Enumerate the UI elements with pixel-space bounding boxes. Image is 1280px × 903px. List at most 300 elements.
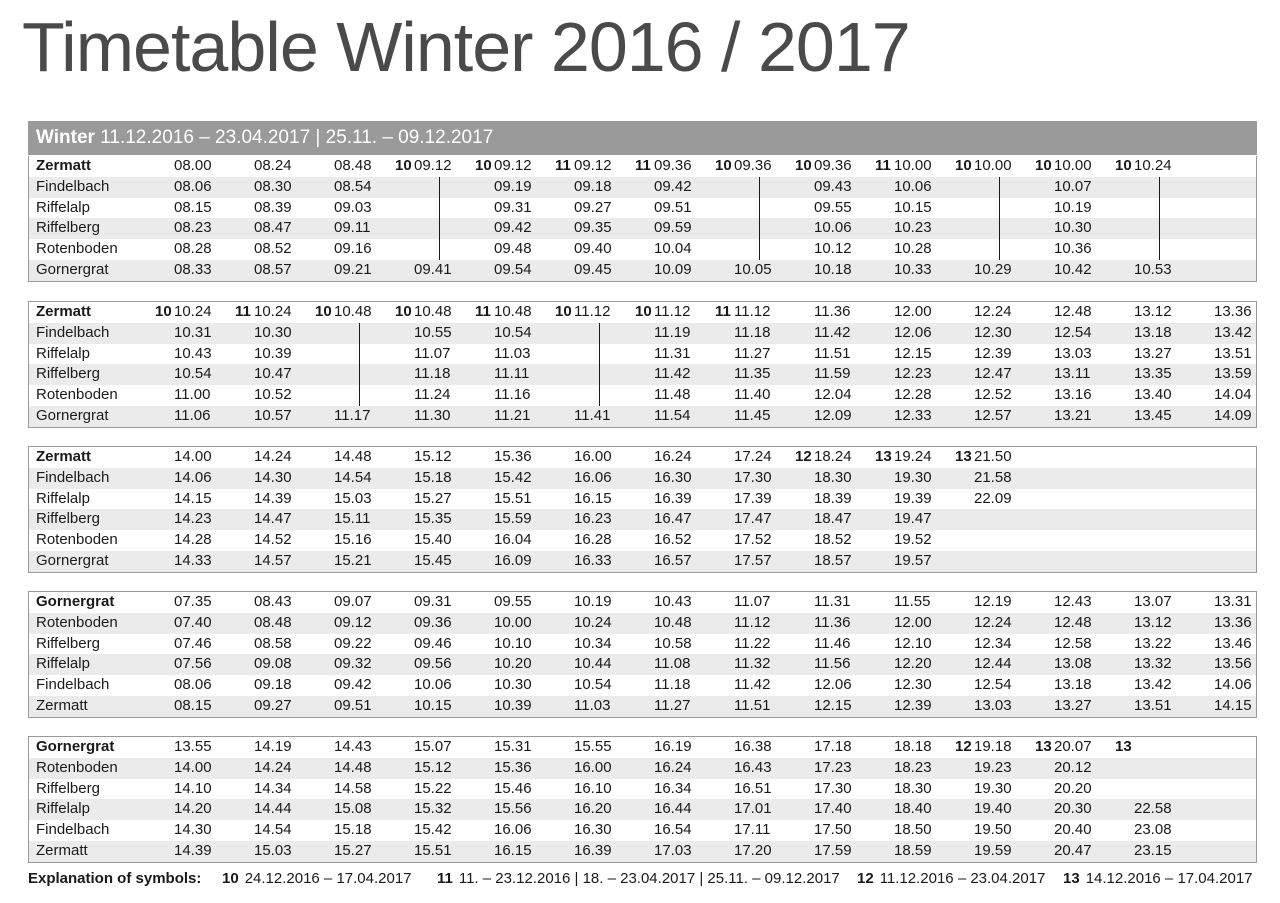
time-cell bbox=[235, 385, 315, 406]
departure-time: 11.21 bbox=[494, 406, 531, 424]
time-cell bbox=[475, 613, 555, 634]
departure-time: 14.10 bbox=[174, 779, 212, 797]
time-cell bbox=[555, 239, 635, 260]
time-cell bbox=[875, 364, 955, 385]
time-cell bbox=[795, 364, 875, 385]
departure-time: 10.48 bbox=[494, 303, 532, 320]
time-cell bbox=[1195, 344, 1275, 365]
departure-time: 11.12 bbox=[734, 303, 771, 320]
departure-time: 09.48 bbox=[494, 240, 532, 258]
departure-time: 16.44 bbox=[654, 800, 692, 818]
departure-time: 16.00 bbox=[574, 448, 612, 465]
time-cell bbox=[635, 239, 715, 260]
time-cell bbox=[155, 489, 235, 510]
departure-time: 09.35 bbox=[574, 219, 612, 237]
departure-time: 09.07 bbox=[334, 593, 372, 610]
time-cell bbox=[395, 302, 475, 323]
time-cell bbox=[875, 302, 955, 323]
time-cell bbox=[1115, 385, 1195, 406]
time-cell bbox=[555, 841, 635, 862]
departure-time: 17.47 bbox=[734, 510, 772, 528]
departure-time: 12.48 bbox=[1054, 303, 1092, 320]
time-cell bbox=[1115, 323, 1195, 344]
time-cell bbox=[315, 551, 395, 572]
departure-time: 07.40 bbox=[174, 613, 212, 631]
departure-time: 08.48 bbox=[254, 613, 292, 631]
departure-time: 18.59 bbox=[894, 841, 932, 859]
departure-time: 10.12 bbox=[814, 240, 852, 258]
departure-time: 10.00 bbox=[494, 613, 532, 631]
departure-time: 11.03 bbox=[574, 696, 611, 714]
departure-time: 10.30 bbox=[1054, 219, 1092, 237]
departure-time: 19.40 bbox=[974, 800, 1012, 818]
table-row bbox=[29, 634, 1256, 655]
departure-time: 16.54 bbox=[654, 821, 692, 839]
station-name: Riffelalp bbox=[36, 344, 90, 362]
departure-time: 11.45 bbox=[734, 406, 771, 424]
departure-time: 13.07 bbox=[1134, 593, 1172, 610]
table-row bbox=[29, 468, 1256, 489]
table-row bbox=[29, 260, 1256, 281]
departure-time: 18.30 bbox=[814, 468, 852, 486]
departure-time: 09.19 bbox=[494, 177, 532, 195]
departure-time: 16.52 bbox=[654, 531, 692, 549]
station-name: Findelbach bbox=[36, 323, 110, 341]
time-cell bbox=[795, 551, 875, 572]
symbol-marker: 10 bbox=[475, 157, 492, 174]
time-cell bbox=[1195, 218, 1275, 239]
departure-time: 10.18 bbox=[814, 260, 852, 278]
time-cell bbox=[715, 198, 795, 219]
departure-time: 15.36 bbox=[494, 448, 532, 465]
table-row bbox=[29, 239, 1256, 260]
time-cell bbox=[1115, 820, 1195, 841]
departure-time: 13.56 bbox=[1214, 655, 1252, 673]
time-cell bbox=[635, 385, 715, 406]
departure-time: 09.12 bbox=[574, 157, 612, 174]
departure-time: 16.38 bbox=[734, 738, 772, 755]
time-cell bbox=[1195, 260, 1275, 281]
departure-time: 15.18 bbox=[414, 468, 452, 486]
time-cell bbox=[235, 696, 315, 717]
time-cell bbox=[315, 302, 395, 323]
departure-time: 12.23 bbox=[894, 365, 932, 383]
table-row bbox=[29, 799, 1256, 820]
departure-time: 13.40 bbox=[1134, 386, 1172, 404]
time-cell bbox=[635, 634, 715, 655]
departure-time: 16.19 bbox=[654, 738, 692, 755]
time-cell bbox=[1115, 758, 1195, 779]
departure-time: 15.07 bbox=[414, 738, 452, 755]
departure-time: 14.58 bbox=[334, 779, 372, 797]
symbol-marker: 11 bbox=[635, 157, 651, 174]
time-cell bbox=[155, 385, 235, 406]
time-cell bbox=[955, 654, 1035, 675]
departure-time: 15.18 bbox=[334, 821, 372, 839]
time-cell bbox=[315, 841, 395, 862]
departure-time: 11.42 bbox=[654, 365, 691, 383]
time-cell bbox=[395, 779, 475, 800]
time-cell bbox=[1195, 406, 1275, 427]
time-cell bbox=[715, 654, 795, 675]
table-row bbox=[29, 489, 1256, 510]
station-name: Riffelberg bbox=[36, 634, 100, 652]
station-name: Riffelalp bbox=[36, 800, 90, 818]
time-cell bbox=[475, 592, 555, 613]
time-cell bbox=[795, 613, 875, 634]
time-cell bbox=[955, 302, 1035, 323]
time-cell bbox=[555, 799, 635, 820]
departure-time: 12.39 bbox=[894, 696, 932, 714]
departure-time: 10.33 bbox=[894, 260, 932, 278]
time-cell bbox=[555, 551, 635, 572]
time-cell bbox=[235, 198, 315, 219]
departure-time: 10.09 bbox=[654, 260, 692, 278]
time-cell bbox=[395, 592, 475, 613]
time-cell bbox=[955, 406, 1035, 427]
time-cell bbox=[715, 592, 795, 613]
departure-time: 18.30 bbox=[894, 779, 932, 797]
time-cell bbox=[555, 613, 635, 634]
departure-time: 17.18 bbox=[814, 738, 852, 755]
time-cell bbox=[315, 344, 395, 365]
time-cell bbox=[555, 218, 635, 239]
time-cell bbox=[635, 177, 715, 198]
time-cell bbox=[635, 613, 715, 634]
time-cell bbox=[315, 696, 395, 717]
time-cell bbox=[715, 799, 795, 820]
time-cell bbox=[155, 841, 235, 862]
time-cell bbox=[315, 592, 395, 613]
time-cell bbox=[635, 509, 715, 530]
departure-time: 10.06 bbox=[414, 676, 452, 694]
time-cell bbox=[955, 260, 1035, 281]
time-cell bbox=[475, 551, 555, 572]
departure-time: 14.04 bbox=[1214, 386, 1252, 404]
departure-time: 14.09 bbox=[1214, 406, 1252, 424]
time-cell bbox=[315, 613, 395, 634]
time-cell bbox=[315, 509, 395, 530]
departure-time: 11.32 bbox=[734, 655, 771, 673]
time-cell bbox=[1115, 799, 1195, 820]
departure-time: 10.34 bbox=[574, 634, 612, 652]
time-cell bbox=[875, 634, 955, 655]
time-cell bbox=[715, 509, 795, 530]
departure-time: 11.11 bbox=[494, 365, 530, 383]
time-cell bbox=[1195, 799, 1275, 820]
time-cell bbox=[875, 613, 955, 634]
time-cell bbox=[1035, 489, 1115, 510]
departure-time: 22.09 bbox=[974, 489, 1012, 507]
time-cell bbox=[1115, 779, 1195, 800]
time-cell bbox=[955, 841, 1035, 862]
departure-time: 09.40 bbox=[574, 240, 612, 258]
time-cell bbox=[635, 592, 715, 613]
departure-time: 09.12 bbox=[494, 157, 532, 174]
departure-time: 18.24 bbox=[814, 448, 852, 465]
time-cell bbox=[395, 613, 475, 634]
time-cell bbox=[1195, 323, 1275, 344]
time-cell bbox=[795, 799, 875, 820]
departure-time: 11.55 bbox=[894, 593, 931, 610]
departure-time: 15.59 bbox=[494, 510, 532, 528]
time-cell bbox=[1115, 696, 1195, 717]
time-cell bbox=[635, 737, 715, 758]
time-cell bbox=[715, 696, 795, 717]
departure-time: 11.27 bbox=[654, 696, 691, 714]
time-cell bbox=[1195, 239, 1275, 260]
time-cell bbox=[635, 530, 715, 551]
time-cell bbox=[635, 779, 715, 800]
departure-time: 12.33 bbox=[894, 406, 932, 424]
time-cell bbox=[715, 406, 795, 427]
departure-time: 14.19 bbox=[254, 738, 292, 755]
departure-time: 19.57 bbox=[894, 551, 932, 569]
time-cell bbox=[955, 198, 1035, 219]
time-cell bbox=[795, 406, 875, 427]
time-cell bbox=[555, 260, 635, 281]
time-cell bbox=[795, 177, 875, 198]
departure-time: 08.06 bbox=[174, 676, 212, 694]
departure-time: 17.24 bbox=[734, 448, 772, 465]
departure-time: 08.33 bbox=[174, 260, 212, 278]
time-cell bbox=[795, 323, 875, 344]
departure-time: 10.24 bbox=[1134, 157, 1172, 174]
time-cell bbox=[555, 156, 635, 177]
departure-time: 17.03 bbox=[654, 841, 692, 859]
departure-time: 10.55 bbox=[414, 323, 452, 341]
station-name: Zermatt bbox=[36, 303, 92, 320]
time-cell bbox=[955, 634, 1035, 655]
station-name: Gornergrat bbox=[36, 406, 109, 424]
time-cell bbox=[235, 302, 315, 323]
table-row bbox=[29, 820, 1256, 841]
time-cell bbox=[315, 364, 395, 385]
departure-time: 09.08 bbox=[254, 655, 292, 673]
time-cell bbox=[555, 758, 635, 779]
time-cell bbox=[795, 385, 875, 406]
departure-time: 10.57 bbox=[254, 406, 292, 424]
departure-time: 21.58 bbox=[974, 468, 1012, 486]
departure-time: 09.56 bbox=[414, 655, 452, 673]
time-cell bbox=[875, 758, 955, 779]
time-cell bbox=[1035, 634, 1115, 655]
table-row bbox=[29, 613, 1256, 634]
time-cell bbox=[1115, 737, 1195, 758]
departure-time: 14.39 bbox=[174, 841, 212, 859]
departure-time: 13.45 bbox=[1134, 406, 1172, 424]
departure-time: 10.06 bbox=[814, 219, 852, 237]
pass-through-line bbox=[359, 323, 360, 406]
time-cell bbox=[715, 841, 795, 862]
departure-time: 17.40 bbox=[814, 800, 852, 818]
departure-time: 17.30 bbox=[814, 779, 852, 797]
time-cell bbox=[955, 758, 1035, 779]
departure-time: 16.00 bbox=[574, 758, 612, 776]
symbol-marker: 10 bbox=[395, 157, 412, 174]
departure-time: 11.06 bbox=[174, 406, 211, 424]
time-cell bbox=[635, 447, 715, 468]
departure-time: 11.18 bbox=[654, 676, 691, 694]
symbol-marker: 10 bbox=[555, 303, 572, 320]
table-row bbox=[29, 841, 1256, 862]
departure-time: 13.12 bbox=[1134, 303, 1172, 320]
time-cell bbox=[635, 489, 715, 510]
symbol-marker: 11 bbox=[715, 303, 731, 320]
time-cell bbox=[155, 198, 235, 219]
departure-time: 09.27 bbox=[574, 198, 612, 216]
departure-time: 15.27 bbox=[414, 489, 452, 507]
departure-time: 11.12 bbox=[654, 303, 691, 320]
departure-time: 20.12 bbox=[1054, 758, 1092, 776]
departure-time: 20.30 bbox=[1054, 800, 1092, 818]
time-cell bbox=[875, 675, 955, 696]
time-cell bbox=[955, 820, 1035, 841]
time-cell bbox=[475, 364, 555, 385]
departure-time: 16.24 bbox=[654, 448, 692, 465]
symbol-marker: 10 bbox=[395, 303, 412, 320]
time-cell bbox=[315, 634, 395, 655]
time-cell bbox=[155, 239, 235, 260]
time-cell bbox=[1035, 737, 1115, 758]
time-cell bbox=[395, 737, 475, 758]
time-cell bbox=[875, 551, 955, 572]
time-cell bbox=[235, 675, 315, 696]
time-cell bbox=[235, 820, 315, 841]
symbol-marker: 11 bbox=[555, 157, 571, 174]
time-cell bbox=[875, 779, 955, 800]
time-cell bbox=[235, 364, 315, 385]
departure-time: 10.52 bbox=[254, 386, 292, 404]
departure-time: 20.20 bbox=[1054, 779, 1092, 797]
departure-time: 12.15 bbox=[814, 696, 852, 714]
time-cell bbox=[1195, 737, 1275, 758]
time-cell bbox=[395, 675, 475, 696]
departure-time: 11.08 bbox=[654, 655, 691, 673]
time-cell bbox=[795, 260, 875, 281]
time-cell bbox=[635, 344, 715, 365]
departure-time: 10.48 bbox=[654, 613, 692, 631]
time-cell bbox=[1195, 675, 1275, 696]
departure-time: 10.48 bbox=[414, 303, 452, 320]
departure-time: 09.55 bbox=[494, 593, 532, 610]
table-row bbox=[29, 592, 1256, 613]
time-cell bbox=[1195, 156, 1275, 177]
departure-time: 13.42 bbox=[1134, 676, 1172, 694]
departure-time: 11.41 bbox=[574, 406, 611, 424]
time-cell bbox=[1035, 654, 1115, 675]
time-cell bbox=[1195, 198, 1275, 219]
legend-item-12: 12 11.12.2016 – 23.04.2017 bbox=[857, 870, 1046, 887]
time-cell bbox=[1195, 385, 1275, 406]
departure-time: 09.43 bbox=[814, 177, 852, 195]
station-name: Gornergrat bbox=[36, 738, 115, 755]
departure-time: 13.32 bbox=[1134, 655, 1172, 673]
time-cell bbox=[875, 509, 955, 530]
departure-time: 18.39 bbox=[814, 489, 852, 507]
time-cell bbox=[955, 468, 1035, 489]
departure-time: 10.07 bbox=[1054, 177, 1092, 195]
departure-time: 17.50 bbox=[814, 821, 852, 839]
departure-time: 10.31 bbox=[174, 323, 212, 341]
time-cell bbox=[155, 364, 235, 385]
departure-time: 16.06 bbox=[574, 468, 612, 486]
time-cell bbox=[1035, 385, 1115, 406]
time-cell bbox=[1195, 447, 1275, 468]
time-cell bbox=[635, 364, 715, 385]
departure-time: 11.54 bbox=[654, 406, 691, 424]
legend-label: Explanation of symbols: bbox=[28, 870, 202, 887]
departure-time: 09.18 bbox=[254, 676, 292, 694]
station-name: Gornergrat bbox=[36, 260, 109, 278]
time-cell bbox=[475, 820, 555, 841]
time-cell bbox=[235, 530, 315, 551]
time-cell bbox=[955, 530, 1035, 551]
departure-time: 11.42 bbox=[734, 676, 771, 694]
time-cell bbox=[235, 489, 315, 510]
departure-time: 09.36 bbox=[814, 157, 852, 174]
time-cell bbox=[875, 260, 955, 281]
time-cell bbox=[715, 779, 795, 800]
departure-time: 11.46 bbox=[814, 634, 851, 652]
timetable-block-4 bbox=[28, 591, 1257, 718]
departure-time: 09.22 bbox=[334, 634, 372, 652]
time-cell bbox=[395, 260, 475, 281]
station-name: Findelbach bbox=[36, 821, 110, 839]
symbol-marker: 13 bbox=[1115, 738, 1132, 755]
time-cell bbox=[875, 385, 955, 406]
time-cell bbox=[235, 654, 315, 675]
departure-time: 19.59 bbox=[974, 841, 1012, 859]
departure-time: 15.12 bbox=[414, 448, 452, 465]
departure-time: 10.36 bbox=[1054, 240, 1092, 258]
time-cell bbox=[395, 156, 475, 177]
time-cell bbox=[315, 447, 395, 468]
time-cell bbox=[955, 551, 1035, 572]
departure-time: 12.58 bbox=[1054, 634, 1092, 652]
time-cell bbox=[635, 302, 715, 323]
departure-time: 12.54 bbox=[974, 676, 1012, 694]
time-cell bbox=[475, 468, 555, 489]
station-name: Riffelberg bbox=[36, 510, 100, 528]
departure-time: 19.50 bbox=[974, 821, 1012, 839]
time-cell bbox=[1035, 530, 1115, 551]
departure-time: 10.00 bbox=[1054, 157, 1092, 174]
time-cell bbox=[475, 530, 555, 551]
time-cell bbox=[475, 302, 555, 323]
time-cell bbox=[1195, 820, 1275, 841]
time-cell bbox=[315, 385, 395, 406]
time-cell bbox=[875, 799, 955, 820]
time-cell bbox=[395, 177, 475, 198]
time-cell bbox=[315, 177, 395, 198]
time-cell bbox=[395, 323, 475, 344]
time-cell bbox=[1195, 468, 1275, 489]
legend-item-10: 10 24.12.2016 – 17.04.2017 bbox=[222, 870, 412, 887]
station-name: Findelbach bbox=[36, 676, 110, 694]
time-cell bbox=[955, 675, 1035, 696]
time-cell bbox=[155, 509, 235, 530]
departure-time: 12.06 bbox=[894, 323, 932, 341]
time-cell bbox=[475, 156, 555, 177]
time-cell bbox=[555, 406, 635, 427]
time-cell bbox=[1115, 239, 1195, 260]
time-cell bbox=[955, 613, 1035, 634]
time-cell bbox=[1035, 675, 1115, 696]
time-cell bbox=[795, 447, 875, 468]
timetable-block-2 bbox=[28, 301, 1257, 428]
time-cell bbox=[315, 799, 395, 820]
